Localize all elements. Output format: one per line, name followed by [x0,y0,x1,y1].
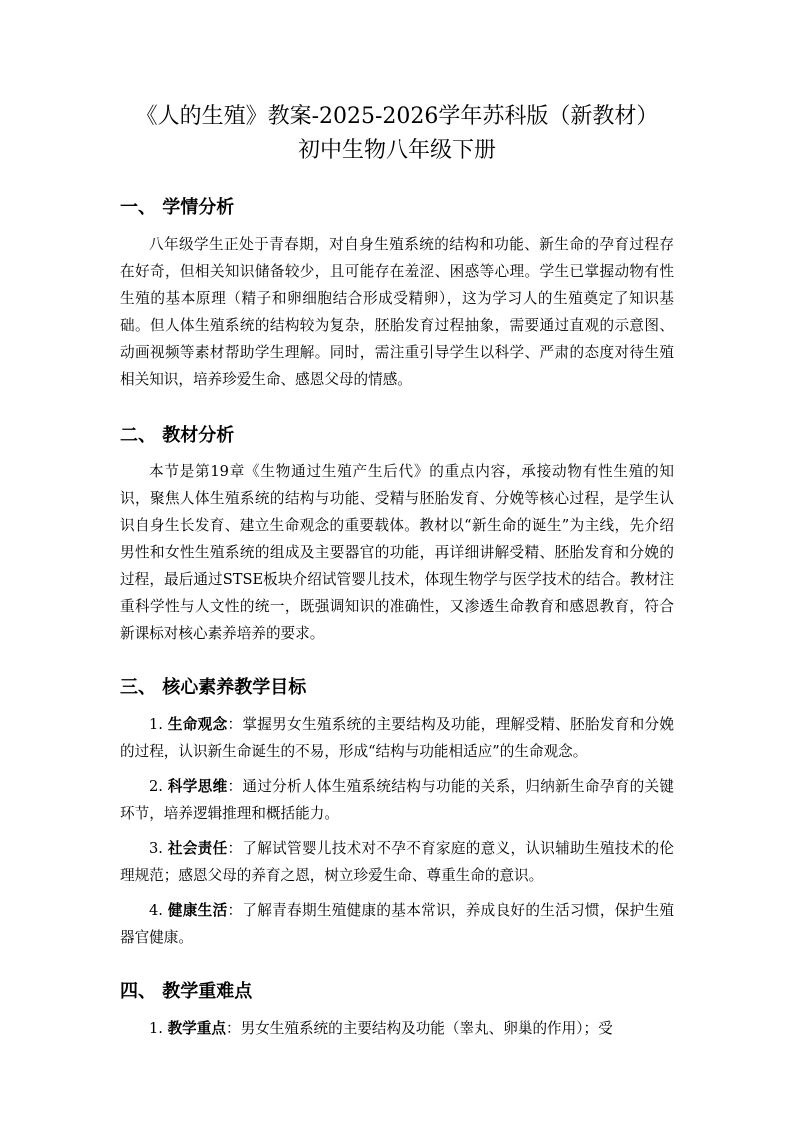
section-heading-key-points: 四、 教学重难点 [120,981,253,1002]
document-title [120,100,674,168]
item-number: 2. [149,778,163,795]
section-body-learner-analysis [120,231,674,393]
section-body-core-literacy-goals [120,711,674,951]
item-number: 1. [149,1020,163,1037]
paragraph: 八年级学生正处于青春期，对自身生殖系统的结构和功能、新生命的孕育过程存在好奇，但相关知识储备较少，且可能存在羞涩、困惑等心理。学生已掌握动物有性生殖的基本原理（精子和卵细胞结合形成受精卵），这为学习人的生殖奠定了知识基础。但人体生殖系统的结构较为复杂，胚胎发育过程抽象，需要通过直观的示意图、动画视频等素材帮助学生理解。同时，需注重引导学生以科学、严肃的态度对待生殖相关知识，培养珍爱生命、感恩父母的情感。 [120,236,674,388]
item-colon: ： [227,778,243,795]
section-heading-core-literacy-goals: 三、 核心素养教学目标 [120,677,307,698]
goal-item [120,835,674,889]
item-label: 科学思维 [167,778,228,795]
section-heading-learner-analysis: 一、 学情分析 [120,197,235,218]
section-body-key-points [120,1015,674,1042]
item-label: 健康生活 [167,902,228,919]
item-text: 男女生殖系统的主要结构及功能（睾丸、卵巢的作用）；受 [240,1020,613,1037]
item-colon: ： [225,1020,241,1037]
item-text: 了解青春期生殖健康的基本常识，养成良好的生活习惯，保护生殖器官健康。 [120,902,674,946]
title-line-2: 初中生物八年级下册 [297,138,496,163]
title-line-1: 《人的生殖》教案-2025-2026学年苏科版（新教材） [135,104,659,129]
item-colon: ： [227,840,243,857]
item-colon: ： [227,902,243,919]
goal-item [120,773,674,827]
item-label: 教学重点 [167,1020,226,1037]
item-text: 通过分析人体生殖系统结构与功能的关系，归纳新生命孕育的关键环节，培养逻辑推理和概括能力。 [120,778,674,822]
section-heading-textbook-analysis: 二、 教材分析 [120,425,235,446]
item-text: 掌握男女生殖系统的主要结构及功能，理解受精、胚胎发育和分娩的过程，认识新生命诞生的不易，形成“结构与功能相适应”的生命观念。 [120,716,674,760]
item-colon: ： [227,716,243,733]
item-label: 社会责任 [167,840,228,857]
item-text: 了解试管婴儿技术对不孕不育家庭的意义，认识辅助生殖技术的伦理规范；感恩父母的养育之恩，树立珍爱生命、尊重生命的意识。 [120,840,674,884]
item-number: 1. [149,716,163,733]
item-number: 4. [149,902,163,919]
paragraph: 本节是第19章《生物通过生殖产生后代》的重点内容，承接动物有性生殖的知识，聚焦人体生殖系统的结构与功能、受精与胚胎发育、分娩等核心过程，是学生认识自身生长发育、建立生命观念的重要载体。教材以“新生命的诞生”为主线，先介绍男性和女性生殖系统的组成及主要器官的功能，再详细讲解受精、胚胎发育和分娩的过程，最后通过STSE板块介绍试管婴儿技术，体现生物学与医学技术的结合。教材注重科学性与人文性的统一，既强调知识的准确性，又渗透生命教育和感恩教育，符合新课标对核心素养培养的要求。 [120,463,674,642]
item-label: 生命观念 [167,716,228,733]
goal-item [120,711,674,765]
key-point-item [120,1015,674,1042]
section-body-textbook-analysis [120,458,674,647]
item-number: 3. [149,840,163,857]
goal-item [120,897,674,951]
